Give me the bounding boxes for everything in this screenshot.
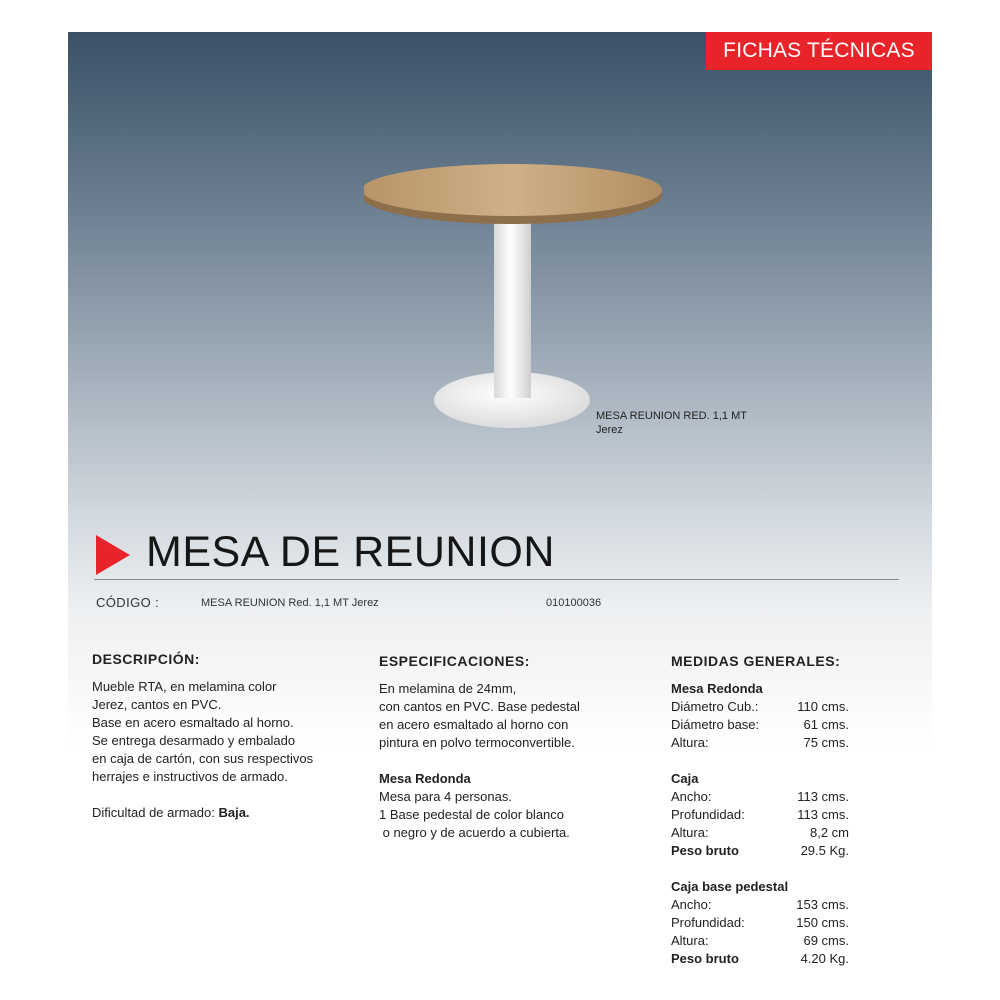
measure-value: 110 cms. (797, 699, 849, 714)
spec-sub-line: Mesa para 4 personas. (379, 789, 512, 804)
measure-key: Diámetro Cub.: (671, 699, 759, 714)
description-line: Base en acero esmaltado al horno. (92, 715, 294, 730)
round-table-image (364, 152, 664, 434)
measure-value: 75 cms. (803, 735, 849, 750)
difficulty-label: Dificultad de armado: (92, 805, 215, 820)
measure-key: Profundidad: (671, 807, 745, 822)
measures-heading: MEDIDAS GENERALES: (671, 653, 841, 669)
play-triangle-icon (96, 535, 130, 575)
measure-value: 61 cms. (803, 717, 849, 732)
measure-key: Altura: (671, 735, 709, 750)
tabletop (364, 164, 662, 216)
measure-key: Diámetro base: (671, 717, 760, 732)
measure-row (671, 824, 921, 842)
measure-row (671, 950, 921, 968)
measure-row (671, 914, 921, 932)
measure-value: 153 cms. (796, 897, 849, 912)
difficulty-value: Baja. (218, 805, 250, 820)
description-line: en caja de cartón, con sus respectivos (92, 751, 314, 766)
description-line: herrajes e instructivos de armado. (92, 769, 288, 784)
measure-row (671, 932, 921, 950)
description-line: Jerez, cantos en PVC. (92, 697, 222, 712)
code-number: 010100036 (546, 597, 602, 609)
measure-value: 69 cms. (803, 933, 849, 948)
section-badge: FICHAS TÉCNICAS (706, 32, 932, 70)
spec-line: En melamina de 24mm, (379, 681, 517, 696)
measures-column (671, 652, 921, 968)
measure-row (671, 716, 921, 734)
measure-key: Altura: (671, 933, 709, 948)
measure-row (671, 788, 921, 806)
measure-key: Altura: (671, 825, 709, 840)
spec-line: con cantos en PVC. Base pedestal (379, 699, 580, 714)
measure-row (671, 806, 921, 824)
specifications-heading: ESPECIFICACIONES: (379, 653, 530, 669)
measure-row (671, 842, 921, 860)
spec-sub-line: 1 Base pedestal de color blanco (379, 807, 565, 822)
product-caption (596, 409, 747, 437)
table-measures-title: Mesa Redonda (671, 681, 763, 696)
measure-key: Ancho: (671, 789, 712, 804)
description-column (92, 650, 367, 822)
measure-value: 4.20 Kg. (800, 951, 849, 966)
measure-row (671, 896, 921, 914)
spec-line: en acero esmaltado al horno con (379, 717, 569, 732)
description-heading: DESCRIPCIÓN: (92, 651, 200, 667)
measure-key: Peso bruto (671, 951, 739, 966)
spec-line: pintura en polvo termoconvertible. (379, 735, 575, 750)
measure-key: Ancho: (671, 897, 712, 912)
caption-name: MESA REUNION RED. 1,1 MT (596, 410, 747, 422)
page-title: MESA DE REUNION (146, 528, 555, 576)
code-description: MESA REUNION Red. 1,1 MT Jerez (201, 597, 379, 609)
product-sheet (68, 32, 932, 1000)
box-measures-title: Caja (671, 771, 699, 786)
description-line: Se entrega desarmado y embalado (92, 733, 296, 748)
measure-row (671, 734, 921, 752)
measure-row (671, 698, 921, 716)
table-pedestal (494, 202, 531, 398)
measure-key: Peso bruto (671, 843, 739, 858)
measure-value: 113 cms. (797, 789, 849, 804)
caption-finish: Jerez (596, 424, 623, 436)
measure-value: 150 cms. (796, 915, 849, 930)
measure-value: 113 cms. (797, 807, 849, 822)
measure-key: Profundidad: (671, 915, 745, 930)
measure-value: 29.5 Kg. (800, 843, 849, 858)
spec-sub-line: o negro y de acuerdo a cubierta. (379, 825, 570, 840)
title-divider (94, 579, 899, 580)
measure-value: 8,2 cm (809, 825, 849, 840)
code-label: CÓDIGO : (96, 595, 160, 610)
spec-subheading: Mesa Redonda (379, 771, 471, 786)
specifications-column (379, 652, 649, 842)
base-box-measures-title: Caja base pedestal (671, 879, 789, 894)
description-line: Mueble RTA, en melamina color (92, 679, 277, 694)
